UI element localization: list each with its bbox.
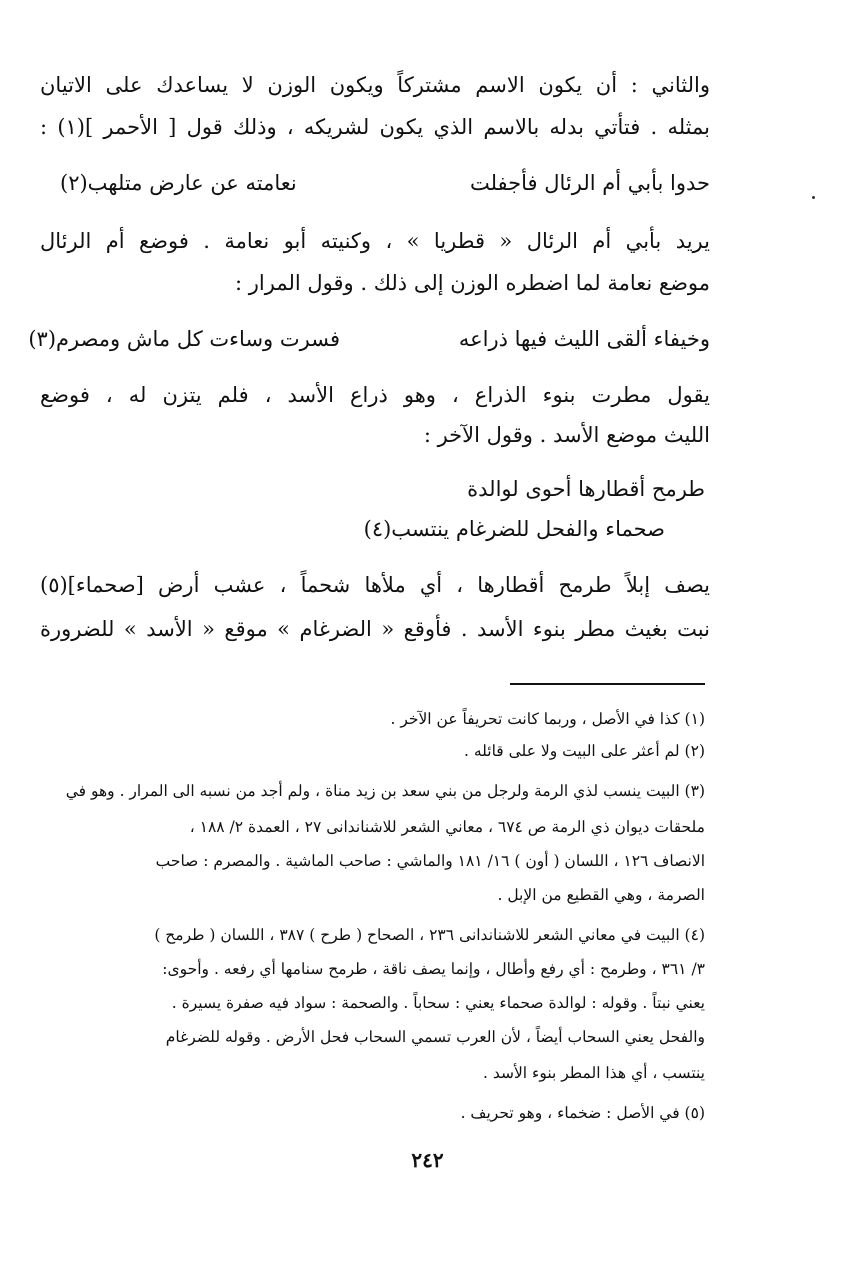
footnote-5: (٥) في الأصل : ضخماء ، وهو تحريف . [460, 1104, 705, 1122]
body-line-4: موضع نعامة لما اضطره الوزن إلى ذلك . وقول المرار : [235, 271, 710, 295]
verse-1-first-hemistich: حدوا بأبي أم الرئال فأجفلت [469, 171, 710, 195]
body-line-3: يريد بأبي أم الرئال « قطريا » ، وكنيته أبو نعامة . فوضع أم الرئال [40, 229, 710, 253]
body-line-8: نبت بغيث مطر بنوء الأسد . فأوقع « الضرغام » موقع « الأسد » للضرورة [40, 617, 710, 641]
verse-3-line-2: صحماء والفحل للضرغام ينتسب(٤) [363, 517, 665, 541]
footnote-separator [510, 683, 705, 685]
footnote-3-line-2: ملحقات ديوان ذي الرمة ص ٦٧٤ ، معاني الشعر للاشناندانى ٢٧ ، العمدة ٢/ ١٨٨ ، [189, 818, 705, 836]
verse-2-first-hemistich: وخيفاء ألقى الليث فيها ذراعه [458, 327, 710, 351]
footnote-1: (١) كذا في الأصل ، وربما كانت تحريفاً عن الآخر . [390, 710, 705, 728]
footnote-4-line-1: (٤) البيت في معاني الشعر للاشناندانى ٢٣٦ ، الصحاح ( طرح ) ٣٨٧ ، اللسان ( طرمح ) [154, 926, 705, 944]
footnote-3-line-1: (٣) البيت ينسب لذي الرمة ولرجل من بني سعد بن زيد مناة ، ولم أجد من نسبه الى المرار . وهو في [65, 782, 705, 800]
footnote-3-line-4: الصرمة ، وهي القطيع من الإبل . [497, 886, 705, 904]
body-line-6: الليث موضع الأسد . وقول الآخر : [423, 423, 710, 447]
verse-1-second-hemistich: نعامته عن عارض متلهب(٢) [60, 171, 297, 195]
footnote-4-line-4: والفحل يعني السحاب أيضاً ، لأن العرب تسمي السحاب فحل الأرض . وقوله للضرغام [165, 1028, 705, 1046]
footnote-2: (٢) لم أعثر على البيت ولا على قائله . [463, 742, 705, 760]
body-line-1: والثاني : أن يكون الاسم مشتركاً ويكون الوزن لا يساعدك على الاتيان [40, 73, 710, 97]
verse-3-line-1: طرمح أقطارها أحوى لوالدة [467, 477, 705, 501]
footnote-4-line-3: يعني نبتاً . وقوله : لوالدة صحماء يعني : سحاباً . والصحمة : سواد فيه صفرة يسيرة . [171, 994, 705, 1012]
verse-2-second-hemistich: فسرت وساءت كل ماش ومصرم(٣) [28, 327, 340, 351]
footnote-4-line-5: ينتسب ، أي هذا المطر بنوء الأسد . [482, 1064, 705, 1082]
body-line-5: يقول مطرت بنوء الذراع ، وهو ذراع الأسد ، فلم يتزن له ، فوضع [40, 383, 710, 407]
footnote-3-line-3: الانصاف ١٢٦ ، اللسان ( أون ) ١٦/ ١٨١ والماشي : صاحب الماشية . والمصرم : صاحب [155, 852, 705, 870]
body-line-2: بمثله . فتأتي بدله بالاسم الذي يكون لشريكه ، وذلك قول [ الأحمر ](١) : [40, 115, 710, 139]
page-number: ٢٤٢ [411, 1148, 444, 1172]
footnote-4-line-2: ٣/ ٣٦١ ، وطرمح : أي رفع وأطال ، وإنما يصف ناقة ، طرمح سنامها أي رفعه . وأحوى: [162, 960, 705, 978]
body-line-7: يصف إبلاً طرمح أقطارها ، أي ملأها شحماً ، عشب أرض [صحماء](٥) [40, 573, 710, 597]
scan-speck [812, 196, 815, 199]
